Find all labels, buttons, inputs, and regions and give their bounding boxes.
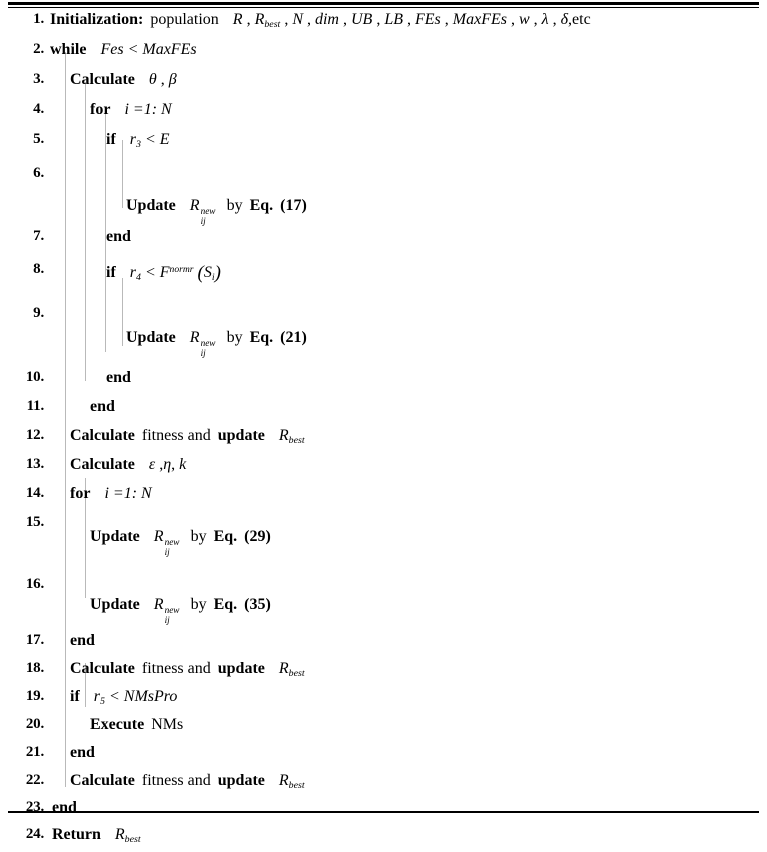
line-number: 4. [33, 101, 44, 117]
line-content [70, 687, 177, 711]
pseudocode-line [0, 659, 767, 687]
line-content [90, 569, 271, 627]
pseudocode-line [0, 130, 767, 160]
line-content [50, 10, 591, 34]
keyword-execute: Execute [90, 716, 145, 733]
var-F-normr: $F^{normr}$ [159, 263, 194, 281]
comma: , [376, 11, 381, 28]
line-content [70, 484, 152, 503]
keyword-for: for [90, 101, 111, 118]
words-fitness-and: fitness and [141, 772, 211, 789]
var-UB: UB [350, 11, 373, 28]
line-content [70, 455, 186, 474]
var-R-best: $R_{best}$ [278, 427, 305, 446]
pseudocode-line [0, 10, 767, 40]
keyword-update: Update [90, 596, 140, 613]
line-content [70, 771, 305, 795]
words-fitness-and: fitness and [141, 427, 211, 444]
left-paren: ( [197, 262, 204, 284]
word-by: by [226, 197, 243, 214]
line-number: 7. [33, 228, 44, 244]
line-number: 15. [25, 514, 44, 530]
line-number: 20. [25, 716, 44, 732]
var-NMsPro: NMsPro [123, 688, 178, 705]
pseudocode-line [0, 455, 767, 484]
pseudocode-line [0, 569, 767, 631]
label-eq: Eq. [249, 329, 274, 346]
top-rule-thin [8, 7, 759, 8]
line-content [70, 631, 95, 650]
operator-colon: : [131, 485, 138, 502]
comma: , [510, 11, 515, 28]
var-R-ij-new: R new ij [189, 329, 216, 360]
line-content [52, 798, 77, 817]
keyword-initialization: Initialization: [50, 11, 144, 28]
var-dim: dim [314, 11, 339, 28]
comma: , [406, 11, 411, 28]
var-S-i: $S_i$ [203, 263, 215, 283]
line-content [70, 743, 95, 762]
line-content [106, 260, 221, 287]
keyword-if: if [106, 263, 116, 281]
var-N: N [161, 101, 172, 118]
label-eq: Eq. [213, 596, 238, 613]
keyword-return: Return [52, 826, 101, 843]
operator-lt: < [127, 41, 139, 58]
var-epsilon: ε [148, 456, 156, 473]
pseudocode-line [0, 100, 767, 130]
line-number: 5. [33, 131, 44, 147]
equation-number: (35) [244, 596, 271, 613]
keyword-calculate: Calculate [70, 660, 135, 677]
line-number: 14. [25, 485, 44, 501]
line-content [106, 227, 131, 246]
word-by: by [190, 596, 207, 613]
var-r3: $r_3$ [129, 131, 141, 150]
word-by: by [226, 329, 243, 346]
line-number: 19. [25, 688, 44, 704]
line-content [90, 715, 183, 734]
pseudocode-line [0, 397, 767, 426]
operator-lt: < [144, 131, 156, 148]
pseudocode-line [0, 70, 767, 100]
line-number: 11. [26, 398, 44, 414]
keyword-update: update [217, 660, 265, 677]
line-content [126, 298, 307, 360]
line-number: 9. [33, 305, 44, 321]
comma: , [342, 11, 347, 28]
var-R: R [232, 11, 243, 28]
operator-colon: : [151, 101, 158, 118]
keyword-update: Update [126, 197, 176, 214]
var-r5: $r_5$ [93, 688, 105, 707]
word-by: by [190, 528, 207, 545]
keyword-end: end [70, 744, 95, 761]
keyword-update: update [217, 427, 265, 444]
operator-lt: < [108, 688, 120, 705]
keyword-if: if [70, 688, 80, 705]
line-number: 3. [33, 71, 44, 87]
var-Fes: Fes [100, 41, 124, 58]
pseudocode-line [0, 260, 767, 298]
line-content [52, 825, 141, 849]
line-content [106, 368, 131, 387]
pseudocode-line [0, 825, 767, 852]
var-k: k [179, 456, 187, 473]
keyword-update: update [217, 772, 265, 789]
pseudocode-line [0, 743, 767, 771]
word-etc: ,etc [568, 11, 591, 28]
var-R-best: $R_{best}$ [278, 772, 305, 791]
word-nms: NMs [151, 716, 184, 733]
operator-equals: = [132, 101, 144, 118]
keyword-calculate: Calculate [70, 427, 135, 444]
line-number: 13. [25, 456, 44, 472]
var-R-ij-new: R new ij [189, 197, 216, 228]
pseudocode-line [0, 160, 767, 227]
line-number: 22. [25, 772, 44, 788]
top-rule-thick [8, 2, 759, 5]
line-content [90, 513, 271, 559]
line-number: 12. [25, 427, 44, 443]
keyword-end: end [106, 228, 131, 245]
line-content [106, 130, 170, 154]
pseudocode-line [0, 426, 767, 455]
right-paren: ) [214, 262, 221, 284]
var-i: i [104, 485, 109, 502]
var-eta: η [163, 456, 172, 473]
line-content [70, 659, 305, 683]
pseudocode-line [0, 798, 767, 825]
label-eq: Eq. [249, 197, 274, 214]
var-MaxFEs: MaxFEs [452, 11, 507, 28]
keyword-update: Update [90, 528, 140, 545]
keyword-update: Update [126, 329, 176, 346]
line-number: 1. [33, 11, 44, 27]
comma: , [306, 11, 311, 28]
keyword-while: while [50, 41, 87, 58]
keyword-calculate: Calculate [70, 71, 135, 88]
pseudocode-line-list [0, 10, 767, 852]
comma: , [160, 71, 165, 88]
line-number: 24. [25, 826, 44, 842]
comma: , [444, 11, 449, 28]
var-delta: δ [560, 11, 569, 28]
var-R-best: $R_{best}$ [278, 660, 305, 679]
var-LB: LB [384, 11, 403, 28]
keyword-calculate: Calculate [70, 772, 135, 789]
pseudocode-line [0, 227, 767, 260]
line-number: 23. [25, 799, 44, 815]
var-N: N [292, 11, 303, 28]
var-lambda: λ [541, 11, 549, 28]
comma: , [533, 11, 538, 28]
pseudocode-line [0, 715, 767, 743]
comma: , [171, 456, 176, 473]
line-content [50, 40, 197, 59]
equation-number: (29) [244, 528, 271, 545]
pseudocode-line [0, 484, 767, 513]
line-content [126, 160, 307, 228]
pseudocode-line [0, 513, 767, 569]
line-content [90, 397, 115, 416]
line-content [70, 70, 177, 89]
operator-equals: = [112, 485, 124, 502]
line-number: 17. [25, 632, 44, 648]
pseudocode-line [0, 368, 767, 397]
comma: , [246, 11, 251, 28]
pseudocode-line [0, 40, 767, 70]
keyword-end: end [70, 632, 95, 649]
line-number: 21. [25, 744, 44, 760]
var-beta: β [168, 71, 177, 88]
line-number: 18. [25, 660, 44, 676]
var-w: w [518, 11, 530, 28]
var-r4: $r_4$ [129, 263, 141, 283]
words-fitness-and: fitness and [141, 660, 211, 677]
var-theta: θ [148, 71, 157, 88]
label-eq: Eq. [213, 528, 238, 545]
keyword-if: if [106, 131, 116, 148]
line-number: 6. [33, 165, 44, 181]
comma: , [284, 11, 289, 28]
var-i: i [124, 101, 129, 118]
keyword-calculate: Calculate [70, 456, 135, 473]
pseudocode-line [0, 631, 767, 659]
pseudocode-line [0, 687, 767, 715]
var-N: N [141, 485, 152, 502]
keyword-for: for [70, 485, 91, 502]
keyword-end: end [106, 369, 131, 386]
operator-lt: < [144, 263, 156, 281]
var-R-ij-new: R new ij [153, 528, 180, 559]
number-one: 1 [143, 101, 152, 118]
var-MaxFEs: MaxFEs [142, 41, 197, 58]
line-number: 8. [33, 261, 44, 277]
line-number: 10. [25, 369, 44, 385]
line-content [90, 100, 172, 119]
line-content [70, 426, 305, 450]
var-R-best: $R_{best}$ [254, 11, 281, 30]
comma: , [552, 11, 557, 28]
number-one: 1 [123, 485, 132, 502]
word-population: population [150, 11, 219, 28]
pseudocode-line [0, 771, 767, 798]
pseudocode-line [0, 298, 767, 368]
keyword-end: end [90, 398, 115, 415]
var-E: E [159, 131, 170, 148]
equation-number: (21) [280, 329, 307, 346]
var-FEs: FEs [414, 11, 441, 28]
equation-number: (17) [280, 197, 307, 214]
var-R-ij-new: R new ij [153, 596, 180, 627]
comma: , [159, 456, 164, 473]
line-number: 16. [25, 576, 44, 592]
var-R-best: $R_{best}$ [114, 826, 141, 845]
line-number: 2. [33, 41, 44, 57]
keyword-end: end [52, 799, 77, 816]
